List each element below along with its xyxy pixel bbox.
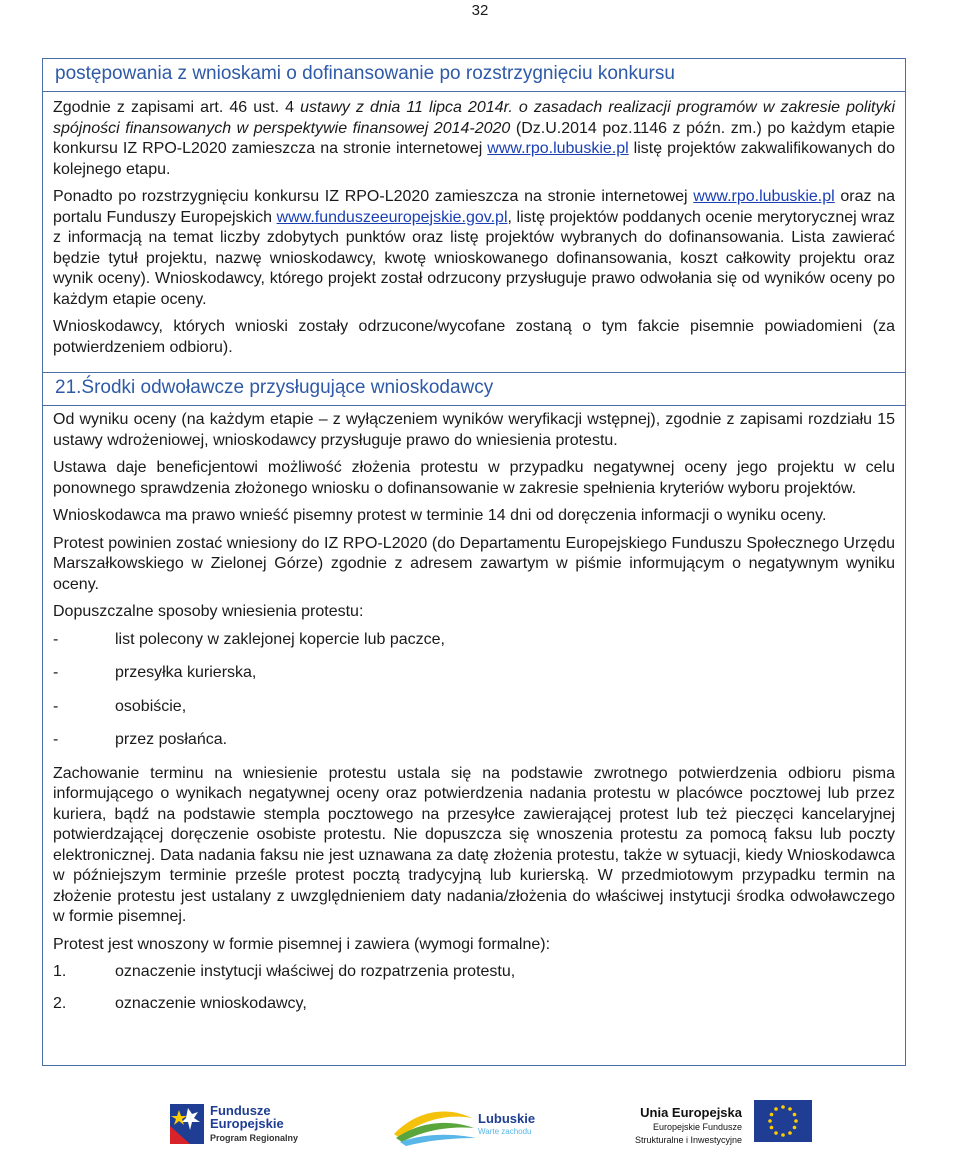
- methods-list: [53, 630, 895, 751]
- paragraph-publication: [53, 98, 895, 180]
- method-text: przesyłka kurierska,: [115, 664, 257, 681]
- section-heading-appeals: 21.Środki odwoławcze przysługujące wnioskodawcy: [43, 372, 905, 406]
- paragraph-deadline-rules: Zachowanie terminu na wniesienie protestu ustala się na podstawie zwrotnego potwierdzenia odbioru pisma informującego o wynikach negatywnej oceny oraz potwierdzenia nadania protestu w placówce pocztowej lub przez kuriera, bądź na podstawie stempla pocztowego na przesyłce zawierającej protest lub też pieczęci kancelaryjnej potwierdzającej doręczenie osobiste protestu. Nie dopuszcza się wnoszenia protestu za pomocą faksu lub poczty elektronicznej. Data nadania faksu nie jest uznawana za datę złożenia protestu, także w sytuacji, kiedy Wnioskodawca w późniejszym terminie prześle protest pocztą tradycyjną lub kurierską. W przedmiotowym przypadku termin na złożenie protestu jest ustalany z uwzględnieniem daty nadania/złożenia do właściwej instytucji środka odwoławczego w formie pisemnej.: [53, 764, 895, 925]
- fe-title-line1: Fundusze: [210, 1103, 271, 1118]
- requirement-text: oznaczenie instytucji właściwej do rozpatrzenia protestu,: [115, 963, 516, 980]
- fe-subtitle: Program Regionalny: [210, 1133, 299, 1143]
- ue-title: Unia Europejska: [640, 1105, 742, 1120]
- lubuskie-name: Lubuskie: [478, 1111, 536, 1126]
- ue-subtitle-line1: Europejskie Fundusze: [652, 1122, 742, 1132]
- text-segment: Zgodnie z zapisami art. 46 ust. 4: [53, 99, 301, 116]
- list-item: [53, 962, 895, 983]
- section-body-results: [43, 92, 905, 358]
- paragraph-requirements-intro: Protest jest wnoszony w formie pisemnej i zawiera (wymogi formalne):: [53, 935, 551, 953]
- method-text: list polecony w zaklejonej kopercie lub paczce,: [115, 630, 445, 648]
- lubuskie-tagline: Warte zachodu: [478, 1127, 532, 1136]
- unia-europejska-logo: [606, 1090, 806, 1150]
- rpo-link[interactable]: www.rpo.lubuskie.pl: [693, 188, 835, 205]
- rpo-link[interactable]: www.rpo.lubuskie.pl: [487, 140, 629, 157]
- lubuskie-logo: [392, 1090, 542, 1150]
- section-heading-results: postępowania z wnioskami o dofinansowanie po rozstrzygnięciu konkursu: [43, 59, 905, 92]
- content-frame: [42, 58, 906, 1066]
- paragraph-notification: Wnioskodawcy, których wnioski zostały odrzucone/wycofane zostaną o tym fakcie pisemnie powiadomieni (za potwierdzeniem odbioru).: [53, 318, 895, 356]
- page-number: 32: [471, 2, 489, 19]
- text-segment: , listę projektów poddanych ocenie merytorycznej wraz z informacją na temat liczby zdobytych punktów oraz listę projektów wybranych do dofinansowania. Lista zawierać będzie tytuł projektu, nazwę wnioskodawcy, kwotę wnioskowanego dofinansowania, koszt całkowity projektu oraz wynik oceny). Wnioskodawcy, którego projekt został odrzucony przysługuje prawo odwołania się od wyników oceny po każdym etapie oceny.: [53, 208, 896, 308]
- dash-marker: -: [53, 697, 59, 715]
- requirement-text: oznaczenie wnioskodawcy,: [115, 994, 307, 1012]
- fe-emblem-icon: [170, 1104, 204, 1144]
- dash-marker: -: [53, 630, 59, 648]
- section-body-appeals: [43, 406, 905, 1014]
- fe-title-line2: Europejskie: [210, 1116, 284, 1131]
- footer-logos: [0, 1090, 960, 1160]
- paragraph-purpose: Ustawa daje beneficjentowi możliwość złożenia protestu w przypadku negatywnej oceny jego projektu w celu ponownego sprawdzenia złożonego wniosku o dofinansowanie w zakresie spełnienia kryteriów wyboru projektów.: [53, 459, 895, 497]
- fundusze-europejskie-logo: [170, 1090, 330, 1150]
- list-item: [53, 663, 895, 684]
- list-item: [53, 630, 895, 651]
- method-text: przez posłańca.: [115, 731, 228, 748]
- list-item: [53, 697, 895, 718]
- requirements-list: [53, 962, 895, 1014]
- text-segment: Ponadto po rozstrzygnięciu konkursu IZ RPO-L2020 zamieszcza na stronie internetowej: [53, 188, 694, 205]
- paragraph-submission-address: Protest powinien zostać wniesiony do IZ RPO-L2020 (do Departamentu Europejskiego Funduszu Społecznego Urzędu Marszałkowskiego w Zielonej Górze) zgodnie z adresem zawartym w piśmie informującym o negatywnym wyniku oceny.: [53, 534, 895, 593]
- eu-flag-icon: [754, 1100, 812, 1142]
- dash-marker: -: [53, 664, 59, 681]
- method-text: osobiście,: [115, 697, 187, 715]
- text-segment: (Dz.U.2014 poz.1146 z późn. zm.) po każdym etapie konkursu IZ RPO-L2020 zamieszcza na stronie internetowej: [53, 119, 896, 157]
- paragraph-deadline: Wnioskodawca ma prawo wnieść pisemny protest w terminie 14 dni od doręczenia informacji o wyniku oceny.: [53, 507, 827, 524]
- list-item: [53, 730, 895, 751]
- fe-portal-link[interactable]: www.funduszeeuropejskie.gov.pl: [276, 208, 508, 226]
- ue-subtitle-line2: Strukturalne i Inwestycyjne: [634, 1135, 742, 1145]
- paragraph-methods-intro: Dopuszczalne sposoby wniesienia protestu:: [53, 603, 364, 620]
- act-title: ustawy z dnia 11 lipca 2014r. o zasadach realizacji programów w zakresie polityki spójności finansowanych w perspektywie finansowej 2014-2020: [53, 99, 896, 137]
- dash-marker: -: [53, 731, 59, 748]
- paragraph-right-to-protest: Od wyniku oceny (na każdym etapie – z wyłączeniem wyników weryfikacji wstępnej), zgodnie z zapisami rozdziału 15 ustawy wdrożeniowej, wnioskodawcy przysługuje prawo do wniesienia protestu.: [53, 411, 895, 449]
- item-number: 2.: [53, 994, 67, 1012]
- item-number: 1.: [53, 963, 67, 980]
- text-segment: listę projektów zakwalifikowanych do kolejnego etapu.: [53, 140, 896, 178]
- text-segment: oraz na portalu Funduszy Europejskich: [53, 188, 895, 226]
- paragraph-lists: [53, 187, 895, 310]
- list-item: [53, 994, 895, 1015]
